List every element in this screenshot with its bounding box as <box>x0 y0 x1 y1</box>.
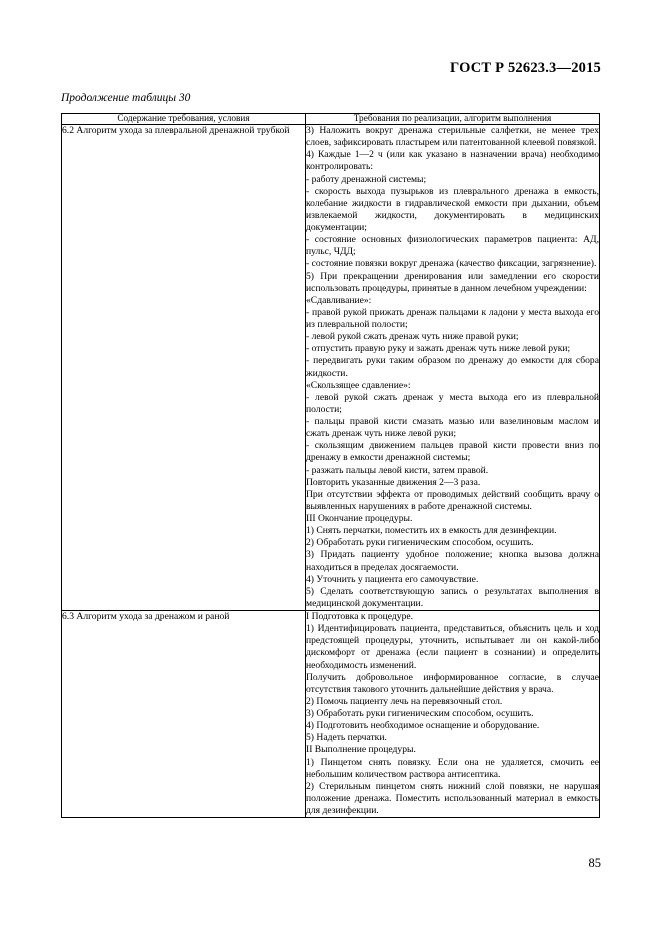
standard-header: ГОСТ Р 52623.3—2015 <box>450 60 601 76</box>
algorithm-line: 2) Стерильным пинцетом снять нижний слой повязки, не нарушая положение дренажа. Поместить использованный материал в емкость для дезинфекции. <box>306 780 599 816</box>
algorithm-line: 5) Сделать соответствующую запись о результатах выполнения в медицинской документации. <box>306 585 599 609</box>
algorithm-line: - отпустить правую руку и зажать дренаж чуть ниже левой руки; <box>306 343 571 355</box>
requirements-table <box>61 113 600 818</box>
table-continuation-note: Продолжение таблицы 30 <box>61 92 191 104</box>
row-condition-text: 6.3 Алгоритм ухода за дренажом и раной <box>62 611 230 622</box>
algorithm-line: Повторить указанные движения 2—3 раза. <box>306 476 481 488</box>
algorithm-line: «Сдавливание»: <box>306 294 372 306</box>
algorithm-line: - пальцы правой кисти смазать мазью или вазелиновым маслом и сжать дренаж чуть ниже левой руки; <box>306 416 599 440</box>
algorithm-line: III Окончание процедуры. <box>306 513 413 524</box>
algorithm-line: 5) Надеть перчатки. <box>306 732 387 744</box>
row-condition-cell <box>62 125 306 611</box>
page-number: 85 <box>588 856 601 870</box>
algorithm-line: 3) Обработать руки гигиеническим способом, осушить. <box>306 708 534 719</box>
algorithm-line: - работу дренажной системы; <box>306 173 427 185</box>
row-condition-cell <box>62 611 306 818</box>
algorithm-line: 2) Обработать руки гигиеническим способом, осушить. <box>306 537 534 549</box>
algorithm-line: - состояние повязки вокруг дренажа (качество фиксации, загрязнение). <box>306 258 597 270</box>
algorithm-line: 4) Каждые 1—2 ч (или как указано в назначении врача) необходимо контролировать: <box>306 149 599 173</box>
algorithm-line: 3) Наложить вокруг дренажа стерильные салфетки, не менее трех слоев, зафиксировать пластырем или патентованной клеевой повязкой. <box>306 125 599 149</box>
row-condition-text: 6.2 Алгоритм ухода за плевральной дренажной трубкой <box>62 125 290 136</box>
algorithm-line: II Выполнение процедуры. <box>306 744 416 756</box>
algorithm-line: 1) Снять перчатки, поместить их в емкость для дезинфекции. <box>306 525 557 537</box>
algorithm-line: - состояние основных физиологических параметров пациента: АД, пульс, ЧДД; <box>306 234 599 258</box>
algorithm-line: «Скользящее сдавление»: <box>306 379 411 391</box>
algorithm-line: - скользящим движением пальцев правой кисти провести вниз по дренажу в емкости дренажной системы; <box>306 440 599 464</box>
algorithm-line: Получить добровольное информированное согласие, в случае отсутствия такового уточнить дальнейшие действия у врача. <box>306 671 599 695</box>
algorithm-line: 1) Идентифицировать пациента, представиться, объяснить цель и ход предстоящей процедуры, уточнить, испытывает ли он какой-либо дискомфорт от дренажа (если пациент в сознании) и определить необходимость изменений. <box>306 623 599 671</box>
algorithm-line: 3) Придать пациенту удобное положение; кнопка вызова должна находиться в пределах досягаемости. <box>306 549 599 573</box>
algorithm-line: 4) Уточнить у пациента его самочувствие. <box>306 573 479 585</box>
column-header-algorithm: Требования по реализации, алгоритм выполнения <box>306 114 600 125</box>
algorithm-line: 2) Помочь пациенту лечь на перевязочный стол. <box>306 695 503 707</box>
algorithm-line: - правой рукой прижать дренаж пальцами к ладони у места выхода его из плевральной полости; <box>306 306 599 330</box>
algorithm-line: - скорость выхода пузырьков из плеврального дренажа в емкость, колебание жидкости в гидравлической емкости при дыхании, объем извлекаемой жидкости, документировать в медицинских документации; <box>306 185 599 233</box>
algorithm-line: I Подготовка к процедуре. <box>306 611 414 622</box>
table-header-row <box>62 114 600 125</box>
column-header-condition: Содержание требования, условия <box>62 114 306 125</box>
table-row <box>62 611 600 818</box>
algorithm-line: - левой рукой сжать дренаж у места выхода его из плевральной полости; <box>306 391 599 415</box>
algorithm-line: При отсутствии эффекта от проводимых действий сообщить врачу о выявленных нарушениях в работе дренажной системы. <box>306 488 599 512</box>
algorithm-line: - разжать пальцы левой кисти, затем правой. <box>306 464 489 476</box>
table-row <box>62 125 600 611</box>
algorithm-line: - левой рукой сжать дренаж чуть ниже правой руки; <box>306 331 519 343</box>
algorithm-line: 4) Подготовить необходимое оснащение и оборудование. <box>306 720 540 732</box>
row-algorithm-cell <box>306 611 600 818</box>
row-algorithm-cell <box>306 125 600 611</box>
algorithm-line: 5) При прекращении дренирования или замедлении его скорости использовать процедуры, принятые в данном лечебном учреждении: <box>306 270 599 294</box>
algorithm-line: - передвигать руки таким образом по дренажу до емкости для сбора жидкости. <box>306 355 599 379</box>
algorithm-line: 1) Пинцетом снять повязку. Если она не удаляется, смочить ее небольшим количеством раствора антисептика. <box>306 756 599 780</box>
